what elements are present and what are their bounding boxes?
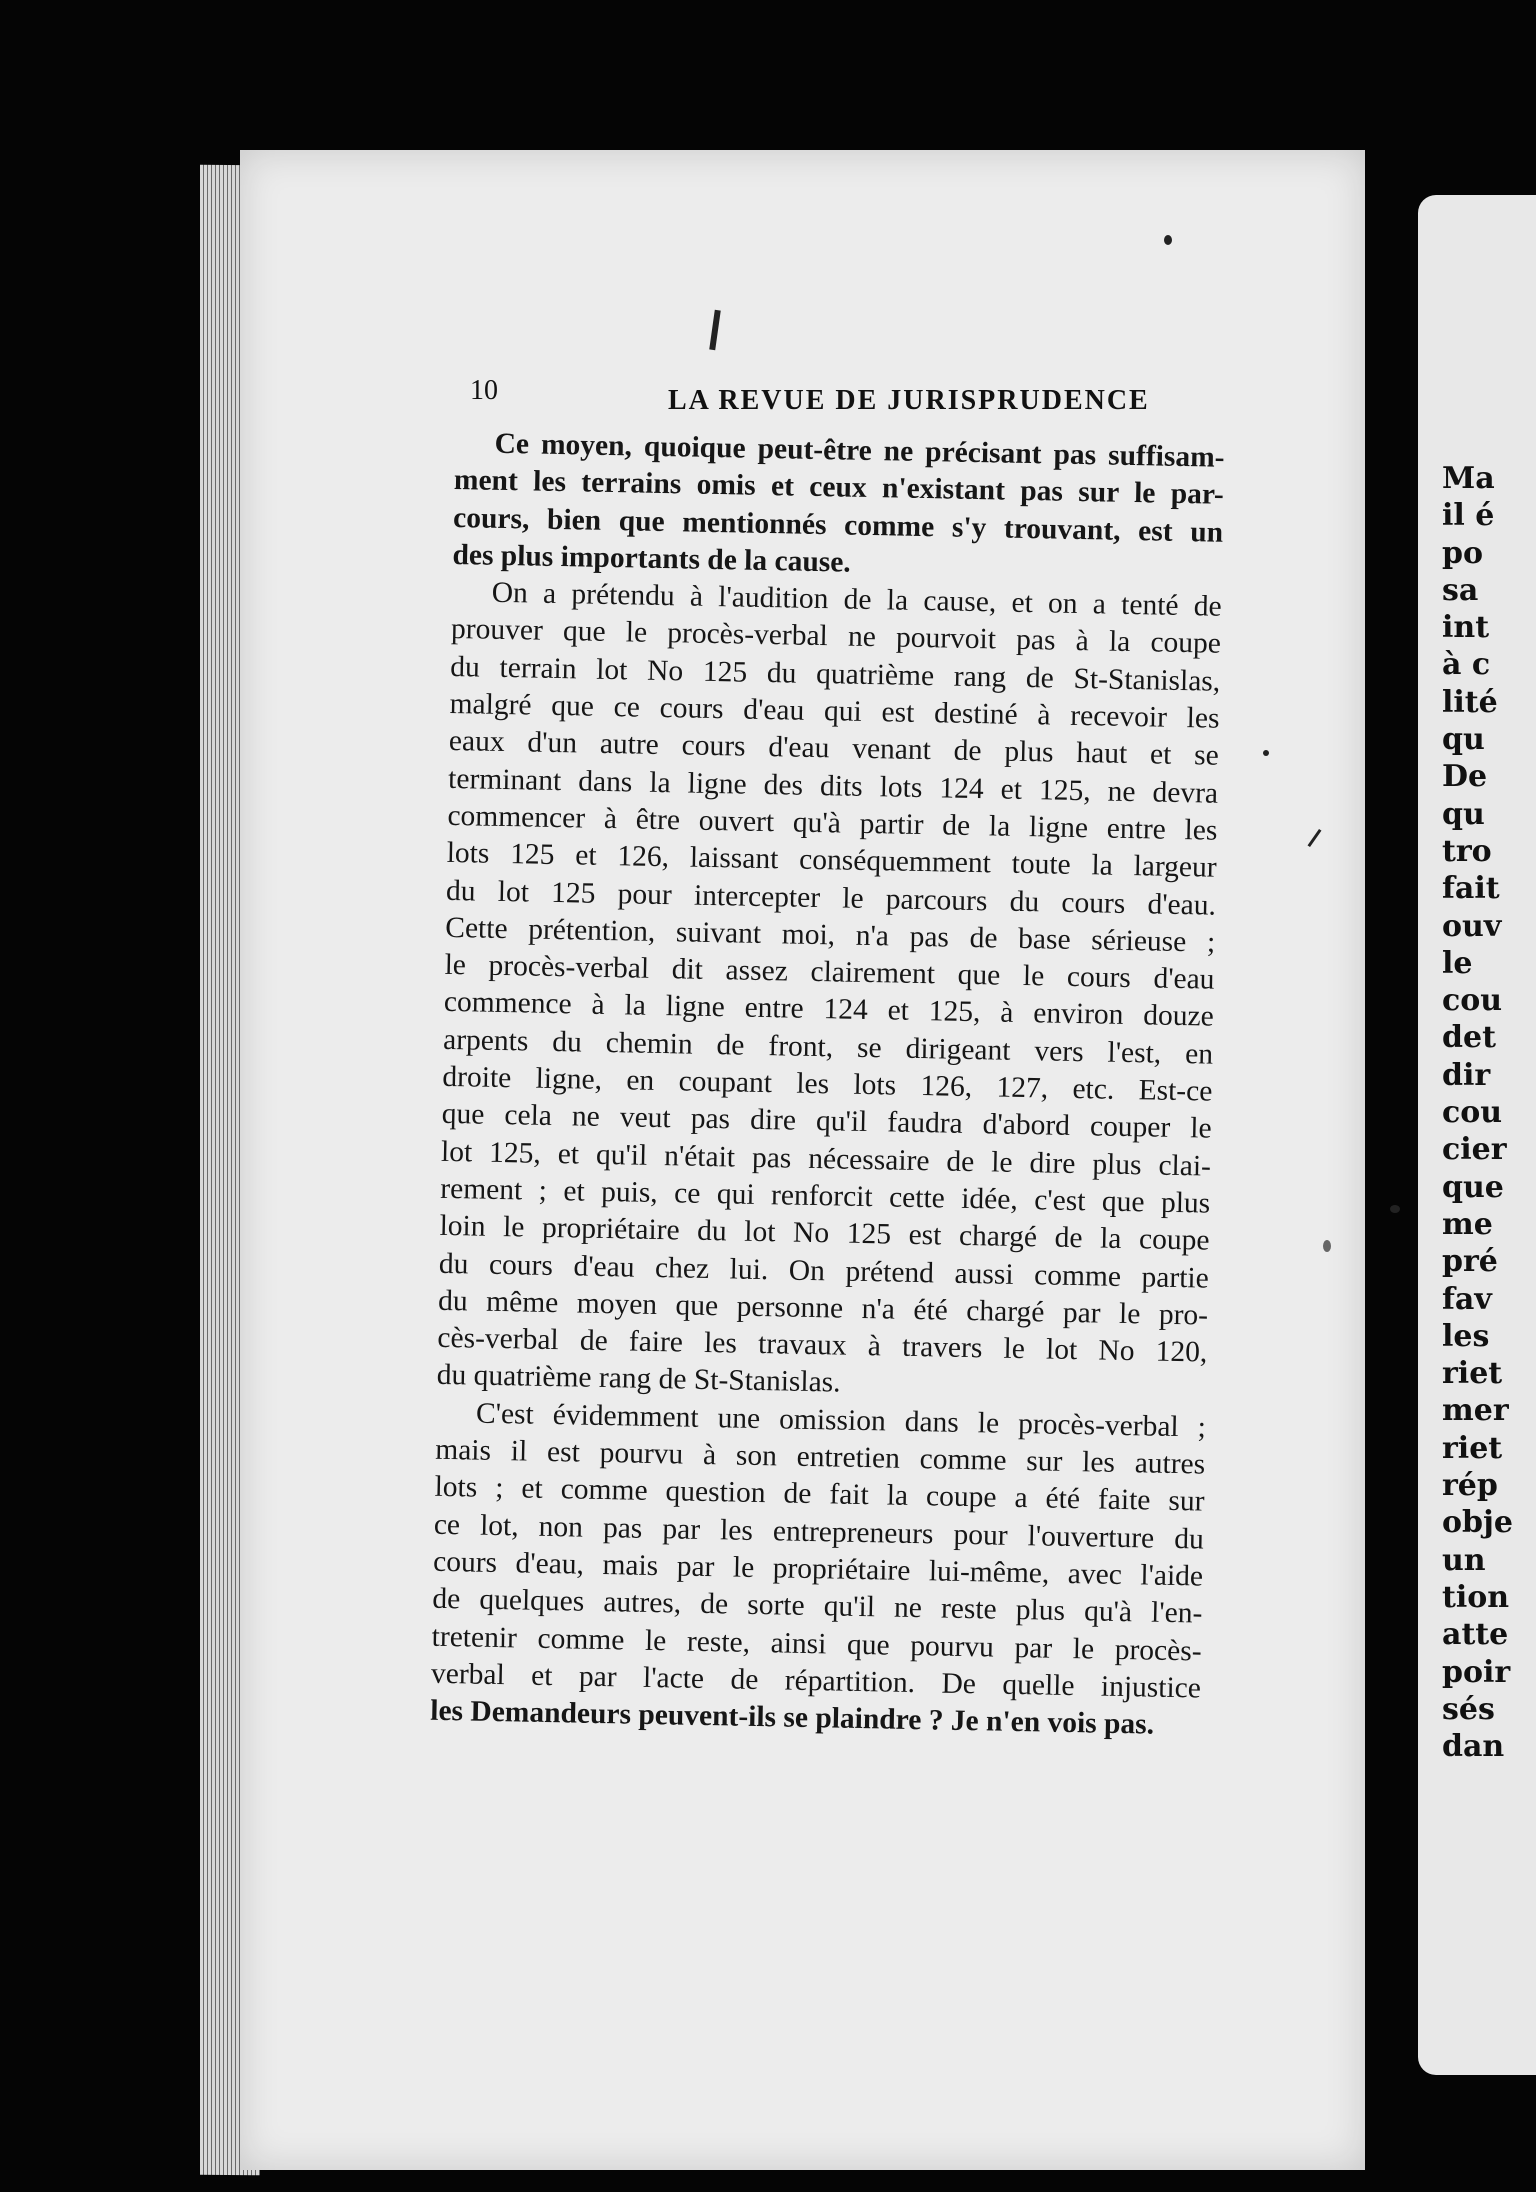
text-line: loin le propriétaire du lot No 125 est chargé de la coupe xyxy=(439,1210,1210,1257)
right-page-fragment-line: me xyxy=(1442,1206,1493,1242)
text-line: rement ; et puis, ce qui renforcit cette idée, c'est que plus xyxy=(440,1172,1211,1220)
right-page-fragment-line: fait xyxy=(1442,871,1500,907)
right-page-fragment-line: sa xyxy=(1442,572,1479,608)
right-page-fragment-line: lité xyxy=(1442,684,1498,720)
ink-speck xyxy=(1390,1205,1400,1213)
text-line: ment les terrains omis et ceux n'existant pas sur le par- xyxy=(453,464,1225,512)
right-page-fragment-line: le xyxy=(1442,945,1473,981)
page-number: 10 xyxy=(470,375,498,406)
right-page-fragment-line: qu xyxy=(1442,722,1485,758)
text-line: eaux d'un autre cours d'eau venant de plus haut et se xyxy=(448,725,1220,773)
text-line: verbal et par l'acte de répartition. De quelle injustice xyxy=(430,1657,1202,1705)
text-line: cours, bien que mentionnés comme s'y trouvant, est un xyxy=(452,501,1224,549)
text-line: tretenir comme le reste, ainsi que pourvu par le procès- xyxy=(431,1620,1202,1668)
ink-speck xyxy=(1263,750,1269,756)
text-line: Ce moyen, quoique peut-être ne précisant pas suffisam- xyxy=(494,427,1225,474)
right-page-fragment-line: les xyxy=(1442,1318,1490,1354)
text-line: du lot 125 pour intercepter le parcours du cours d'eau. xyxy=(445,874,1217,922)
text-line: que cela ne veut pas dire qu'il faudra d'abord couper le xyxy=(441,1098,1212,1145)
right-page-fragment-line: poir xyxy=(1442,1654,1511,1690)
right-page-fragment-line: po xyxy=(1442,535,1483,571)
right-page-fragment-line: De xyxy=(1442,759,1488,795)
text-line: du terrain lot No 125 du quatrième rang de St-Stanislas, xyxy=(450,650,1221,698)
right-page-fragment-line: à c xyxy=(1442,647,1491,683)
right-page-word-fragments xyxy=(1442,460,1513,1765)
right-page-fragment-line: sés xyxy=(1442,1691,1495,1727)
text-line: mais il est pourvu à son entretien comme sur les autres xyxy=(435,1433,1206,1481)
text-line: lots 125 et 126, laissant conséquemment toute la largeur xyxy=(446,837,1217,884)
text-line: Cette prétention, suivant moi, n'a pas de base sérieuse ; xyxy=(445,911,1216,959)
right-page-fragment xyxy=(1418,195,1536,2075)
right-page-fragment-line: cou xyxy=(1442,1095,1503,1131)
right-page-fragment-line: dan xyxy=(1442,1729,1505,1765)
text-line: les Demandeurs peuvent-ils se plaindre ? Je n'en vois pas. xyxy=(430,1694,1155,1741)
text-line: lots ; et comme question de fait la coupe a été faite sur xyxy=(434,1471,1205,1518)
text-line: lot 125, et qu'il n'était pas nécessaire de le dire plus clai- xyxy=(440,1135,1212,1183)
right-page-fragment-line: riet xyxy=(1442,1430,1503,1466)
text-line: cours d'eau, mais par le propriétaire lui-même, avec l'aide xyxy=(432,1545,1204,1593)
right-page-fragment-line: ouv xyxy=(1442,908,1502,944)
page-header xyxy=(470,375,1290,415)
ink-speck xyxy=(1164,235,1172,245)
right-page-fragment-line: il é xyxy=(1442,498,1495,534)
text-line: du même moyen que personne n'a été chargé par le pro- xyxy=(437,1284,1209,1332)
text-line: le procès-verbal dit assez clairement que le cours d'eau xyxy=(444,949,1215,996)
text-line: C'est évidemment une omission dans le procès-verbal ; xyxy=(475,1397,1207,1444)
right-page-fragment-line: tro xyxy=(1442,833,1492,869)
right-page-fragment-line: mer xyxy=(1442,1393,1509,1429)
text-line: commencer à être ouvert qu'à partir de la ligne entre les xyxy=(447,799,1218,847)
text-line: de quelques autres, de sorte qu'il ne reste plus qu'à l'en- xyxy=(432,1582,1203,1630)
right-page-fragment-line: cou xyxy=(1442,983,1503,1019)
text-line: commence à la ligne entre 124 et 125, à environ douze xyxy=(443,986,1215,1034)
text-line: terminant dans la ligne des dits lots 124 et 125, ne devra xyxy=(447,762,1219,810)
text-line: du cours d'eau chez lui. On prétend aussi comme partie xyxy=(438,1247,1210,1295)
right-page-fragment-line: obje xyxy=(1442,1505,1513,1541)
body-text xyxy=(430,425,1225,1745)
right-page-fragment-line: fav xyxy=(1442,1281,1492,1317)
text-line: On a prétendu à l'audition de la cause, et on a tenté de xyxy=(491,576,1222,623)
right-page-fragment-line: qu xyxy=(1442,796,1485,832)
text-line: prouver que le procès-verbal ne pourvoit pas à la coupe xyxy=(450,613,1222,661)
right-page-fragment-line: Ma xyxy=(1442,461,1495,496)
text-line: ce lot, non pas par les entrepreneurs pour l'ouverture du xyxy=(433,1508,1205,1556)
right-page-fragment-line: atte xyxy=(1442,1617,1509,1653)
ink-speck xyxy=(1323,1240,1331,1252)
text-line: arpents du chemin de front, se dirigeant vers l'est, en xyxy=(442,1023,1214,1071)
right-page-fragment-line: un xyxy=(1442,1542,1486,1578)
text-line: cès-verbal de faire les travaux à travers le lot No 120, xyxy=(437,1321,1208,1369)
text-line: des plus importants de la cause. xyxy=(452,538,852,579)
right-page-fragment-line: dir xyxy=(1442,1057,1491,1093)
right-page-fragment-line: cier xyxy=(1442,1132,1507,1168)
text-line: droite ligne, en coupant les lots 126, 127, etc. Est-ce xyxy=(442,1060,1213,1108)
right-page-fragment-line: det xyxy=(1442,1020,1496,1056)
right-page-fragment-line: que xyxy=(1442,1169,1504,1205)
right-page-fragment-line: riet xyxy=(1442,1356,1503,1392)
right-page-fragment-line: tion xyxy=(1442,1579,1510,1615)
running-title: LA REVUE DE JURISPRUDENCE xyxy=(668,385,1150,416)
text-line: malgré que ce cours d'eau qui est destiné à recevoir les xyxy=(449,688,1220,735)
right-page-fragment-line: pré xyxy=(1442,1244,1498,1280)
right-page-fragment-line: rép xyxy=(1442,1468,1498,1504)
right-page-fragment-line: int xyxy=(1442,610,1490,646)
text-line: du quatrième rang de St-Stanislas. xyxy=(436,1359,841,1399)
